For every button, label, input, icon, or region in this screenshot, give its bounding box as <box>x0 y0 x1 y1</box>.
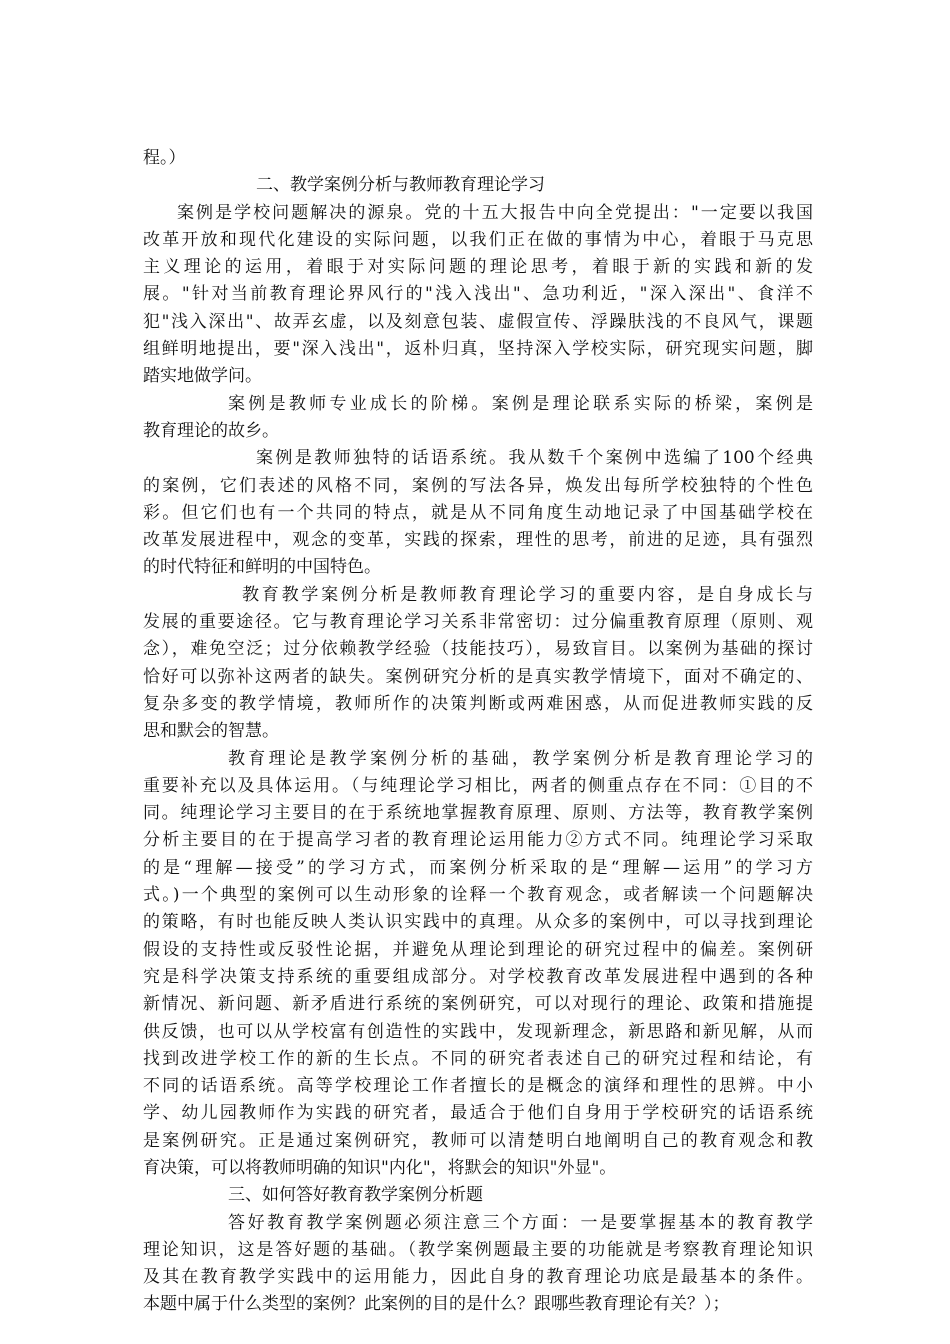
paragraph-line: 改革开放和现代化建设的实际问题，以我们正在做的事情为中心，着眼于马克思 <box>143 229 813 250</box>
paragraph-line: 改革发展进程中，观念的变革，实践的探索，理性的思考，前进的足迹，具有强烈 <box>143 530 813 551</box>
paragraph-line: 案例是学校问题解决的源泉。党的十五大报告中向全党提出："一定要以我国 <box>177 202 813 223</box>
paragraph-line: 重要补充以及具体运用。（与纯理论学习相比，两者的侧重点存在不同：①目的不 <box>143 775 813 796</box>
paragraph-6 <box>143 1210 813 1319</box>
paragraph-line: 主义理论的运用，着眼于对实际问题的理论思考，着眼于新的实践和新的发 <box>143 257 813 278</box>
paragraph-line: 的策略，有时也能反映人类认识实践中的真理。从众多的案例中，可以寻找到理论 <box>143 912 813 933</box>
paragraph-4 <box>143 582 813 746</box>
paragraph-line: 理论知识，这是答好题的基础。（教学案例题最主要的功能就是考察教育理论知识 <box>143 1239 813 1260</box>
paragraph-line: 念），难免空泛；过分依赖教学经验（技能技巧），易致盲目。以案例为基础的探讨 <box>143 639 813 660</box>
paragraph-line: 教育理论的故乡。 <box>143 420 279 441</box>
paragraph-line: 找到改进学校工作的新的生长点。不同的研究者表述自己的研究过程和结论，有 <box>143 1048 813 1069</box>
paragraph-line: 的时代特征和鲜明的中国特色。 <box>143 557 381 578</box>
paragraph-1 <box>143 200 813 391</box>
lead-fragment: 程。） <box>143 148 186 168</box>
paragraph-line: 是案例研究。正是通过案例研究，教师可以清楚明白地阐明自己的教育观念和教 <box>143 1130 813 1151</box>
paragraph-line: 展。"针对当前教育理论界风行的"浅入浅出"、急功利近，"深入深出"、食洋不 <box>143 284 813 305</box>
paragraph-line: 本题中属于什么类型的案例？此案例的目的是什么？跟哪些教育理论有关？）； <box>143 1294 730 1315</box>
paragraph-line: 假设的支持性或反驳性论据，并避免从理论到理论的研究过程中的偏差。案例研 <box>143 939 813 960</box>
paragraph-line: 新情况、新问题、新矛盾进行系统的案例研究，可以对现行的理论、政策和措施提 <box>143 994 813 1015</box>
paragraph-line: 学、幼儿园教师作为实践的研究者，最适合于他们自身用于学校研究的话语系统 <box>143 1103 813 1124</box>
paragraph-3 <box>143 445 813 581</box>
paragraph-line: 分析主要目的在于提高学习者的教育理论运用能力②方式不同。纯理论学习采取 <box>143 830 813 851</box>
paragraph-line: 答好教育教学案例题必须注意三个方面：一是要掌握基本的教育教学 <box>228 1212 813 1233</box>
paragraph-line: 教育理论是教学案例分析的基础，教学案例分析是教育理论学习的 <box>228 748 813 769</box>
paragraph-line: 供反馈，也可以从学校富有创造性的实践中，发现新理念，新思路和新见解，从而 <box>143 1021 813 1042</box>
document-page <box>143 145 813 1319</box>
paragraph-line: 彩。但它们也有一个共同的特点，就是从不同角度生动地记录了中国基础学校在 <box>143 502 813 523</box>
paragraph-line: 组鲜明地提出，要"深入浅出"，返朴归真，坚持深入学校实际，研究现实问题，脚 <box>143 339 813 360</box>
paragraph-2 <box>143 391 813 446</box>
paragraph-line: 复杂多变的教学情境，教师所作的决策判断或两难困惑，从而促进教师实践的反 <box>143 693 813 714</box>
paragraph-line: 思和默会的智慧。 <box>143 721 279 742</box>
paragraph-line: 究是科学决策支持系统的重要组成部分。对学校教育改革发展进程中遇到的各种 <box>143 966 813 987</box>
paragraph-line: 及其在教育教学实践中的运用能力，因此自身的教育理论功底是最基本的条件。 <box>143 1267 813 1288</box>
paragraph-line: 教育教学案例分析是教师教育理论学习的重要内容，是自身成长与 <box>242 584 813 605</box>
paragraph-5 <box>143 746 813 1183</box>
paragraph-line: 发展的重要途径。它与教育理论学习关系非常密切：过分偏重教育原理（原则、观 <box>143 612 813 633</box>
section-heading-2: 二、教学案例分析与教师教育理论学习 <box>256 175 545 196</box>
paragraph-line: 案例是教师独特的话语系统。我从数千个案例中选编了100个经典 <box>256 448 813 469</box>
paragraph-line: 踏实地做学问。 <box>143 366 262 387</box>
paragraph-line: 的是“理解—接受”的学习方式，而案例分析采取的是“理解—运用”的学习方 <box>143 857 813 878</box>
paragraph-line: 不同的话语系统。高等学校理论工作者擅长的是概念的演绎和理性的思辨。中小 <box>143 1076 813 1097</box>
section-heading-3: 三、如何答好教育教学案例分析题 <box>228 1185 483 1206</box>
paragraph-line: 犯"浅入深出"、故弄玄虚，以及刻意包装、虚假宣传、浮躁肤浅的不良风气，课题 <box>143 311 813 332</box>
paragraph-line: 式。)一个典型的案例可以生动形象的诠释一个教育观念，或者解读一个问题解决 <box>143 885 813 906</box>
paragraph-line: 育决策，可以将教师明确的知识"内化"，将默会的知识"外显"。 <box>143 1157 617 1178</box>
paragraph-line: 案例是教师专业成长的阶梯。案例是理论联系实际的桥梁，案例是 <box>228 393 813 414</box>
paragraph-line: 的案例，它们表述的风格不同，案例的写法各异，焕发出每所学校独特的个性色 <box>143 475 813 496</box>
paragraph-line: 恰好可以弥补这两者的缺失。案例研究分析的是真实教学情境下，面对不确定的、 <box>143 666 813 687</box>
paragraph-line: 同。纯理论学习主要目的在于系统地掌握教育原理、原则、方法等，教育教学案例 <box>143 803 813 824</box>
